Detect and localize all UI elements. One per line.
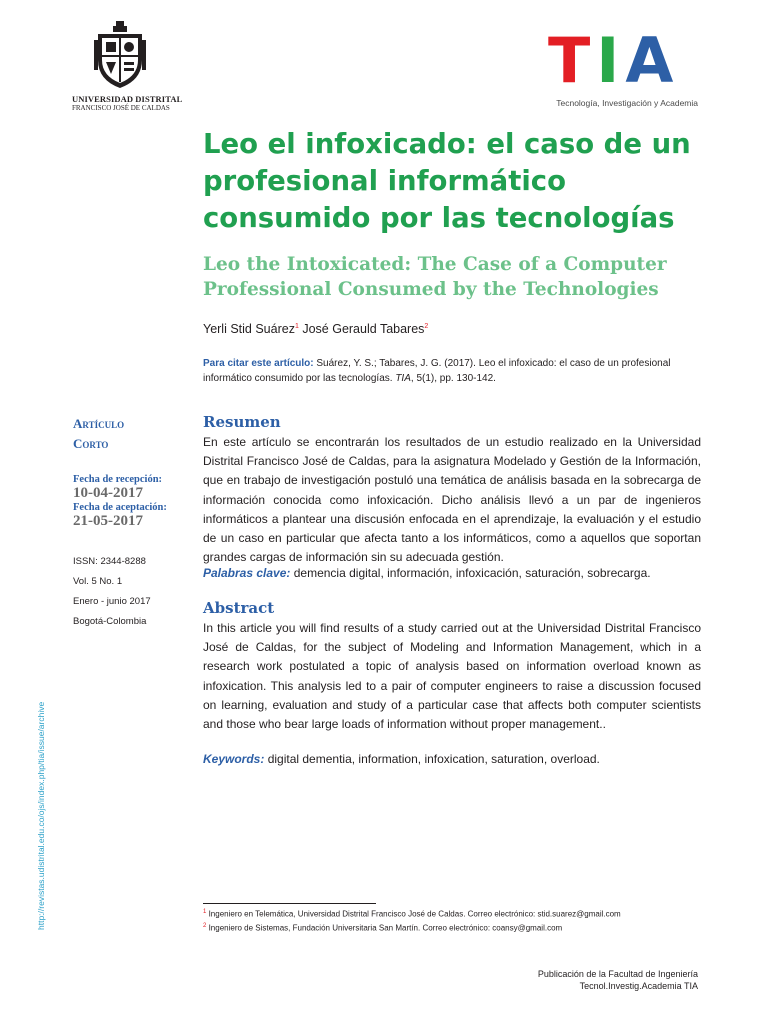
place: Bogotá-Colombia	[73, 616, 147, 627]
author-name: Yerli Stid Suárez	[203, 322, 295, 336]
footnote-mark: 1	[294, 322, 299, 330]
citation-label: Para citar este artículo:	[203, 358, 314, 369]
title-english: Leo the Intoxicated: The Case of a Computer Professional Consumed by the Technologies	[203, 254, 667, 300]
issn: ISSN: 2344-8288	[73, 556, 146, 567]
author-list	[203, 322, 703, 336]
title-spanish: Leo el infoxicado: el caso de un profesional informático consumido por las tecnologías	[203, 128, 691, 234]
author-name: José Gerauld Tabares	[302, 322, 425, 336]
journal-tagline: Tecnología, Investigación y Academia	[556, 98, 698, 108]
resumen-heading: Resumen	[203, 413, 281, 431]
article-type-2: Corto	[73, 436, 109, 451]
volume: Vol. 5 No. 1	[73, 576, 123, 587]
period: Enero - junio 2017	[73, 596, 151, 607]
university-subname: FRANCISCO JOSÉ DE CALDAS	[72, 104, 170, 112]
abstract-heading: Abstract	[203, 599, 275, 617]
footer-publisher: Publicación de la Facultad de Ingeniería	[537, 969, 698, 979]
accepted-date: 21-05-2017	[73, 513, 143, 529]
accepted-label: Fecha de aceptación:	[73, 502, 167, 513]
received-date: 10-04-2017	[73, 485, 143, 501]
article-type: Artículo	[73, 416, 125, 431]
university-name: UNIVERSIDAD DISTRITAL	[72, 94, 183, 104]
citation: Para citar este artículo: Suárez, Y. S.; Tabares, J. G. (2017). Leo el infoxicado: el caso de un profesional informático consumido por las tecnologías. TIA, 5(1), pp. 130-142.	[203, 358, 671, 384]
footer-journal: Tecnol.Investig.Academia TIA	[579, 981, 698, 991]
footnote-divider	[203, 903, 376, 904]
resumen-text: En este artículo se encontrarán los resultados de un estudio realizado en la Universidad Distrital Francisco José de Caldas, para la asignatura Modelado y Gestión de la Información, que en trabajo de investigación postuló una temática de análisis basada en la sobrecarga de información conocida como infoxicación. Dicho análisis llevó a un par de ingenieros informáticos a plantear una discusión enfocada en el aprendizaje, la evaluación y el estudio de un caso en particular que afecta tanto a los informáticos, como a aquellos que soportan grandes cargas de información sin su adecuada gestión.	[203, 435, 701, 565]
university-crest-icon	[94, 20, 146, 90]
citation-journal: TIA	[395, 373, 411, 384]
footnote-2: $^2$ Ingeniero de Sistemas, Fundación Universitaria San Martín. Correo electrónico: coansy@gmail.com	[203, 923, 563, 933]
abstract-text: In this article you will find results of a study carried out at the Universidad Distrital Francisco José de Caldas, for the subject of Modeling and Information Management, which in a research work postulated a topic of analysis based on information overload known as infoxication. This analysis led to a pair of computer engineers to raise a discussion focused on learning, evaluation and study of a particular case that affects both computer scientists and those who bear large loads of information without proper management..	[203, 621, 701, 732]
footnote-mark: 2	[424, 322, 429, 330]
journal-logo	[548, 24, 698, 108]
resumen-keywords: Palabras clave: demencia digital, información, infoxicación, saturación, sobrecarga.	[203, 566, 651, 580]
received-label: Fecha de recepción:	[73, 474, 163, 485]
university-logo	[72, 20, 183, 112]
article-sidebar	[73, 414, 188, 632]
footnote-1: $^1$ Ingeniero en Telemática, Universidad Distrital Francisco José de Caldas. Correo electrónico: stid.suarez@gmail.com	[203, 909, 621, 919]
page-footer	[480, 968, 698, 992]
abstract-keywords: Keywords: digital dementia, information, infoxication, saturation, overload.	[203, 752, 600, 766]
archive-link[interactable]: http://revistas.udistrital.edu.co/ojs/index.php/tia/issue/archive	[36, 701, 46, 930]
tia-wordmark: TIA	[548, 24, 680, 97]
